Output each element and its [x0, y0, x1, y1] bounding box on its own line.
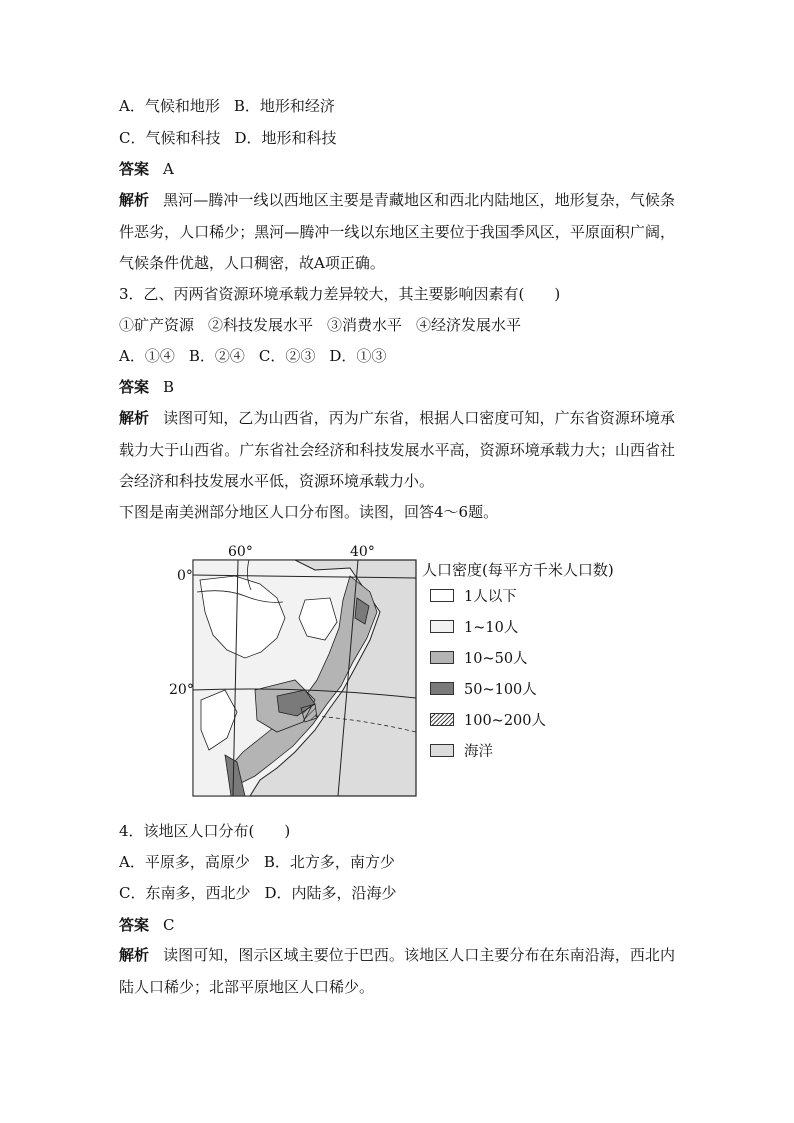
legend-swatch	[430, 682, 454, 695]
legend-label: 海洋	[464, 743, 493, 760]
q3-option-b: B．②④	[188, 347, 245, 365]
q3-answer	[119, 377, 174, 397]
answer-value: A	[163, 160, 174, 178]
lat-label-20: 20°	[169, 682, 194, 698]
population-map-figure	[165, 540, 635, 805]
legend-label: 1人以下	[464, 588, 517, 605]
q2-options-row-2	[119, 128, 337, 148]
legend-item	[430, 648, 528, 666]
q4-stem: 4．该地区人口分布( )	[119, 822, 291, 840]
legend-swatch	[430, 744, 454, 757]
q4-options-row-2	[119, 883, 397, 903]
q3-item-2: ②科技发展水平	[208, 316, 314, 334]
legend-swatch-hatched	[430, 713, 454, 726]
explain-label: 解析	[119, 946, 150, 964]
lon-label-60: 60°	[228, 544, 253, 560]
q2-option-b: B．地形和经济	[233, 97, 335, 115]
map-intro: 下图是南美洲部分地区人口分布图。读图，回答4～6题。	[119, 503, 499, 521]
legend-swatch	[430, 651, 454, 664]
legend-swatch	[430, 589, 454, 602]
q2-options-row-1	[119, 96, 335, 116]
q2-option-a: A．气候和地形	[119, 97, 220, 115]
q3-option-c: C．②③	[258, 347, 316, 365]
q3-option-a: A．①④	[119, 347, 175, 365]
answer-label: 答案	[119, 916, 150, 934]
q3-item-3: ③消费水平	[327, 316, 403, 334]
q4-explanation	[119, 940, 675, 1003]
legend-swatch	[430, 620, 454, 633]
population-map	[165, 540, 425, 805]
legend-item	[430, 586, 517, 604]
q4-answer	[119, 915, 175, 935]
legend-label: 10~50人	[464, 650, 528, 667]
q4-option-d: D．内陆多，沿海少	[264, 884, 397, 902]
q3-options	[119, 346, 386, 366]
answer-value: C	[163, 916, 175, 934]
legend-label: 100~200人	[464, 712, 547, 729]
q3-item-1: ①矿产资源	[119, 316, 195, 334]
q4-option-b: B．北方多，南方少	[263, 853, 395, 871]
answer-value: B	[163, 378, 175, 396]
q4-option-a: A．平原多，高原少	[119, 853, 250, 871]
legend-item	[430, 741, 493, 759]
q3-item-4: ④经济发展水平	[416, 316, 522, 334]
q3-option-d: D．①③	[329, 347, 387, 365]
q4-option-c: C．东南多，西北少	[119, 884, 251, 902]
q3-items	[119, 315, 521, 335]
q4-options-row-1	[119, 852, 395, 872]
lon-label-40: 40°	[350, 544, 375, 560]
q3-explanation	[119, 403, 675, 498]
legend-item	[430, 617, 518, 635]
explain-label: 解析	[119, 409, 150, 427]
lat-label-0: 0°	[177, 568, 193, 584]
q2-option-d: D．地形和科技	[234, 129, 337, 147]
q2-explanation	[119, 185, 675, 280]
explain-text: 黑河—腾冲一线以西地区主要是青藏地区和西北内陆地区，地形复杂，气候条件恶劣，人口稀少；黑河—腾冲一线以东地区主要位于我国季风区，平原面积广阔，气候条件优越，人口稠密，故A项正确。	[119, 191, 675, 272]
explain-text: 读图可知，乙为山西省，丙为广东省，根据人口密度可知，广东省资源环境承载力大于山西省。广东省社会经济和科技发展水平高，资源环境承载力大；山西省社会经济和科技发展水平低，资源环境承载力小。	[119, 409, 675, 490]
q3-stem: 3．乙、丙两省资源环境承载力差异较大，其主要影响因素有( )	[119, 285, 561, 303]
legend-title: 人口密度(每平方千米人口数)	[422, 561, 614, 579]
explain-label: 解析	[119, 191, 150, 209]
legend-label: 1~10人	[464, 619, 519, 636]
legend-item	[430, 710, 546, 728]
q2-answer	[119, 159, 174, 179]
legend-item	[430, 679, 537, 697]
explain-text: 读图可知，图示区域主要位于巴西。该地区人口主要分布在东南沿海，西北内陆人口稀少；北部平原地区人口稀少。	[119, 946, 675, 996]
answer-label: 答案	[119, 378, 150, 396]
q2-option-c: C．气候和科技	[119, 129, 221, 147]
answer-label: 答案	[119, 160, 150, 178]
legend-label: 50~100人	[464, 681, 537, 698]
